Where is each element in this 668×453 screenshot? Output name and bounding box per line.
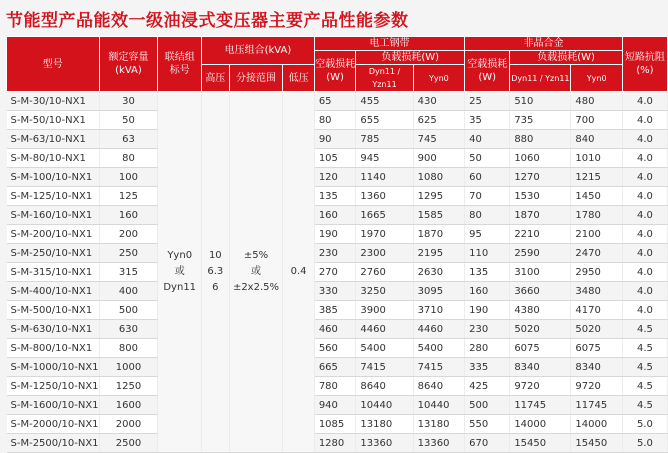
cell-model: S-M-1000/10-NX1 bbox=[7, 358, 100, 377]
header-amorphous-noload bbox=[465, 51, 510, 92]
cell-capacity: 80 bbox=[99, 149, 158, 168]
cell-steel-load-dyn: 8640 bbox=[356, 377, 413, 396]
cell-model: S-M-63/10-NX1 bbox=[7, 130, 100, 149]
cell-amorphous-noload: 280 bbox=[465, 339, 510, 358]
table-row bbox=[7, 339, 668, 358]
cell-impedance: 4.5 bbox=[622, 377, 667, 396]
cell-amorphous-load-dyn: 6075 bbox=[510, 339, 571, 358]
table-header bbox=[7, 37, 668, 92]
cell-amorphous-load-dyn: 3100 bbox=[510, 263, 571, 282]
cell-steel-load-dyn: 455 bbox=[356, 92, 413, 111]
table-row bbox=[7, 111, 668, 130]
table-row bbox=[7, 206, 668, 225]
cell-amorphous-load-yyn: 5020 bbox=[571, 320, 622, 339]
header-steel: 电工钢带 bbox=[314, 37, 464, 51]
cell-amorphous-load-yyn: 480 bbox=[571, 92, 622, 111]
cell-steel-load-yyn: 1080 bbox=[413, 168, 464, 187]
cell-model: S-M-1600/10-NX1 bbox=[7, 396, 100, 415]
cell-amorphous-load-dyn: 11745 bbox=[510, 396, 571, 415]
cell-amorphous-load-yyn: 11745 bbox=[571, 396, 622, 415]
cell-steel-load-yyn: 900 bbox=[413, 149, 464, 168]
cell-amorphous-noload: 500 bbox=[465, 396, 510, 415]
cell-steel-noload: 270 bbox=[314, 263, 356, 282]
header-lv: 低压 bbox=[283, 65, 314, 92]
cell-impedance: 4.0 bbox=[622, 92, 667, 111]
cell-capacity: 630 bbox=[99, 320, 158, 339]
cell-steel-load-dyn: 13180 bbox=[356, 415, 413, 434]
cell-steel-load-yyn: 1295 bbox=[413, 187, 464, 206]
cell-steel-load-dyn: 655 bbox=[356, 111, 413, 130]
header-tap: 分接范围 bbox=[229, 65, 283, 92]
cell-lv-voltage: 0.4 bbox=[283, 92, 314, 453]
cell-steel-noload: 940 bbox=[314, 396, 356, 415]
cell-capacity: 200 bbox=[99, 225, 158, 244]
cell-steel-load-yyn: 745 bbox=[413, 130, 464, 149]
cell-amorphous-load-yyn: 1010 bbox=[571, 149, 622, 168]
cell-steel-noload: 230 bbox=[314, 244, 356, 263]
cell-steel-load-yyn: 3095 bbox=[413, 282, 464, 301]
cell-amorphous-load-yyn: 6075 bbox=[571, 339, 622, 358]
header-capacity-text: 额定容量 (kVA) bbox=[108, 52, 149, 76]
cell-amorphous-load-dyn: 9720 bbox=[510, 377, 571, 396]
table-row bbox=[7, 282, 668, 301]
cell-impedance: 4.0 bbox=[622, 301, 667, 320]
cell-amorphous-load-yyn: 1780 bbox=[571, 206, 622, 225]
cell-amorphous-load-dyn: 4380 bbox=[510, 301, 571, 320]
cell-steel-load-yyn: 5400 bbox=[413, 339, 464, 358]
cell-steel-noload: 120 bbox=[314, 168, 356, 187]
table-row bbox=[7, 358, 668, 377]
header-capacity bbox=[99, 37, 158, 92]
cell-steel-load-dyn: 1665 bbox=[356, 206, 413, 225]
cell-steel-noload: 460 bbox=[314, 320, 356, 339]
cell-steel-load-yyn: 7415 bbox=[413, 358, 464, 377]
cell-amorphous-load-dyn: 880 bbox=[510, 130, 571, 149]
cell-steel-load-dyn: 2300 bbox=[356, 244, 413, 263]
table-row bbox=[7, 92, 668, 111]
cell-steel-load-yyn: 3710 bbox=[413, 301, 464, 320]
cell-amorphous-load-yyn: 1215 bbox=[571, 168, 622, 187]
cell-amorphous-load-yyn: 840 bbox=[571, 130, 622, 149]
cell-model: S-M-315/10-NX1 bbox=[7, 263, 100, 282]
table-row bbox=[7, 168, 668, 187]
cell-model: S-M-250/10-NX1 bbox=[7, 244, 100, 263]
cell-impedance: 4.5 bbox=[622, 339, 667, 358]
cell-amorphous-load-dyn: 1270 bbox=[510, 168, 571, 187]
cell-amorphous-load-dyn: 1060 bbox=[510, 149, 571, 168]
table-row bbox=[7, 301, 668, 320]
cell-amorphous-load-yyn: 3480 bbox=[571, 282, 622, 301]
cell-model: S-M-200/10-NX1 bbox=[7, 225, 100, 244]
cell-capacity: 125 bbox=[99, 187, 158, 206]
table-row bbox=[7, 434, 668, 453]
cell-amorphous-load-yyn: 4170 bbox=[571, 301, 622, 320]
cell-impedance: 4.0 bbox=[622, 225, 667, 244]
cell-amorphous-load-yyn: 15450 bbox=[571, 434, 622, 453]
header-amorphous-load: 负载损耗(W) bbox=[510, 51, 623, 65]
table-row bbox=[7, 225, 668, 244]
table-row bbox=[7, 149, 668, 168]
cell-steel-load-yyn: 430 bbox=[413, 92, 464, 111]
cell-steel-load-yyn: 2195 bbox=[413, 244, 464, 263]
cell-steel-load-yyn: 625 bbox=[413, 111, 464, 130]
cell-steel-noload: 330 bbox=[314, 282, 356, 301]
cell-amorphous-noload: 110 bbox=[465, 244, 510, 263]
cell-impedance: 4.0 bbox=[622, 168, 667, 187]
cell-steel-noload: 190 bbox=[314, 225, 356, 244]
cell-steel-noload: 1280 bbox=[314, 434, 356, 453]
cell-steel-load-dyn: 3250 bbox=[356, 282, 413, 301]
cell-amorphous-noload: 95 bbox=[465, 225, 510, 244]
cell-steel-load-dyn: 4460 bbox=[356, 320, 413, 339]
header-connection-group bbox=[158, 37, 202, 92]
cell-steel-noload: 80 bbox=[314, 111, 356, 130]
cell-amorphous-load-yyn: 2950 bbox=[571, 263, 622, 282]
table-row bbox=[7, 187, 668, 206]
cell-steel-load-dyn: 945 bbox=[356, 149, 413, 168]
cell-amorphous-load-dyn: 1870 bbox=[510, 206, 571, 225]
header-amorphous: 非晶合金 bbox=[465, 37, 623, 51]
table-row bbox=[7, 415, 668, 434]
cell-steel-load-yyn: 13360 bbox=[413, 434, 464, 453]
cell-amorphous-load-dyn: 735 bbox=[510, 111, 571, 130]
cell-amorphous-load-yyn: 700 bbox=[571, 111, 622, 130]
cell-amorphous-noload: 160 bbox=[465, 282, 510, 301]
cell-steel-noload: 160 bbox=[314, 206, 356, 225]
cell-impedance: 4.0 bbox=[622, 282, 667, 301]
cell-amorphous-load-yyn: 2100 bbox=[571, 225, 622, 244]
cell-amorphous-noload: 35 bbox=[465, 111, 510, 130]
cell-amorphous-load-dyn: 2210 bbox=[510, 225, 571, 244]
header-hv: 高压 bbox=[202, 65, 230, 92]
cell-capacity: 800 bbox=[99, 339, 158, 358]
header-steel-yyn: Yyn0 bbox=[413, 65, 464, 92]
cell-steel-load-dyn: 10440 bbox=[356, 396, 413, 415]
cell-model: S-M-80/10-NX1 bbox=[7, 149, 100, 168]
cell-steel-noload: 65 bbox=[314, 92, 356, 111]
cell-amorphous-load-dyn: 14000 bbox=[510, 415, 571, 434]
cell-amorphous-noload: 670 bbox=[465, 434, 510, 453]
cell-impedance: 4.5 bbox=[622, 358, 667, 377]
cell-steel-load-dyn: 3900 bbox=[356, 301, 413, 320]
cell-amorphous-noload: 60 bbox=[465, 168, 510, 187]
cell-impedance: 4.5 bbox=[622, 320, 667, 339]
cell-amorphous-load-yyn: 14000 bbox=[571, 415, 622, 434]
table-row bbox=[7, 244, 668, 263]
header-group-text: 联结组 标号 bbox=[164, 52, 195, 76]
table-row bbox=[7, 263, 668, 282]
cell-amorphous-noload: 40 bbox=[465, 130, 510, 149]
cell-capacity: 500 bbox=[99, 301, 158, 320]
cell-capacity: 63 bbox=[99, 130, 158, 149]
cell-hv-voltage: 10 6.3 6 bbox=[202, 92, 230, 453]
cell-steel-load-dyn: 13360 bbox=[356, 434, 413, 453]
cell-model: S-M-400/10-NX1 bbox=[7, 282, 100, 301]
cell-model: S-M-50/10-NX1 bbox=[7, 111, 100, 130]
cell-model: S-M-500/10-NX1 bbox=[7, 301, 100, 320]
cell-model: S-M-30/10-NX1 bbox=[7, 92, 100, 111]
cell-amorphous-noload: 230 bbox=[465, 320, 510, 339]
page-title: 节能型产品能效一级油浸式变压器主要产品性能参数 bbox=[6, 11, 409, 31]
header-steel-load: 负载损耗(W) bbox=[356, 51, 465, 65]
cell-amorphous-noload: 80 bbox=[465, 206, 510, 225]
cell-model: S-M-630/10-NX1 bbox=[7, 320, 100, 339]
cell-amorphous-load-dyn: 5020 bbox=[510, 320, 571, 339]
cell-amorphous-load-yyn: 8340 bbox=[571, 358, 622, 377]
cell-model: S-M-160/10-NX1 bbox=[7, 206, 100, 225]
header-voltage: 电压组合(kVA) bbox=[202, 37, 315, 65]
cell-capacity: 160 bbox=[99, 206, 158, 225]
cell-amorphous-load-dyn: 2590 bbox=[510, 244, 571, 263]
header-steel-dyn: Dyn11 / Yzn11 bbox=[356, 65, 413, 92]
cell-steel-load-dyn: 5400 bbox=[356, 339, 413, 358]
cell-amorphous-noload: 190 bbox=[465, 301, 510, 320]
cell-amorphous-noload: 135 bbox=[465, 263, 510, 282]
table-row bbox=[7, 130, 668, 149]
cell-amorphous-load-yyn: 9720 bbox=[571, 377, 622, 396]
cell-tap-range: ±5% 或 ±2x2.5% bbox=[229, 92, 283, 453]
cell-steel-noload: 135 bbox=[314, 187, 356, 206]
table-row bbox=[7, 377, 668, 396]
cell-amorphous-load-dyn: 8340 bbox=[510, 358, 571, 377]
cell-steel-noload: 105 bbox=[314, 149, 356, 168]
cell-amorphous-load-yyn: 1450 bbox=[571, 187, 622, 206]
cell-capacity: 100 bbox=[99, 168, 158, 187]
cell-capacity: 1600 bbox=[99, 396, 158, 415]
cell-amorphous-noload: 70 bbox=[465, 187, 510, 206]
cell-capacity: 400 bbox=[99, 282, 158, 301]
cell-capacity: 1000 bbox=[99, 358, 158, 377]
cell-steel-load-yyn: 13180 bbox=[413, 415, 464, 434]
cell-capacity: 315 bbox=[99, 263, 158, 282]
cell-impedance: 4.0 bbox=[622, 130, 667, 149]
header-steel-noload bbox=[314, 51, 356, 92]
cell-steel-load-dyn: 1970 bbox=[356, 225, 413, 244]
cell-steel-load-yyn: 8640 bbox=[413, 377, 464, 396]
cell-steel-noload: 780 bbox=[314, 377, 356, 396]
cell-connection-group: Yyn0 或 Dyn11 bbox=[158, 92, 202, 453]
cell-impedance: 4.0 bbox=[622, 244, 667, 263]
cell-capacity: 250 bbox=[99, 244, 158, 263]
cell-impedance: 4.0 bbox=[622, 206, 667, 225]
cell-steel-load-yyn: 2630 bbox=[413, 263, 464, 282]
header-impedance bbox=[622, 37, 667, 92]
cell-steel-load-dyn: 1360 bbox=[356, 187, 413, 206]
header-model: 型号 bbox=[7, 37, 100, 92]
cell-model: S-M-100/10-NX1 bbox=[7, 168, 100, 187]
cell-amorphous-noload: 25 bbox=[465, 92, 510, 111]
cell-impedance: 4.0 bbox=[622, 149, 667, 168]
cell-amorphous-load-dyn: 3660 bbox=[510, 282, 571, 301]
cell-steel-load-dyn: 2760 bbox=[356, 263, 413, 282]
header-impedance-text: 短路抗阻 (%) bbox=[624, 52, 665, 76]
cell-capacity: 2500 bbox=[99, 434, 158, 453]
cell-steel-load-yyn: 4460 bbox=[413, 320, 464, 339]
header-amorphous-yyn: Yyn0 bbox=[571, 65, 622, 92]
cell-steel-load-dyn: 785 bbox=[356, 130, 413, 149]
header-noload-text-1: 空载损耗 (W) bbox=[315, 59, 356, 83]
cell-amorphous-noload: 425 bbox=[465, 377, 510, 396]
cell-model: S-M-2500/10-NX1 bbox=[7, 434, 100, 453]
cell-amorphous-load-yyn: 2470 bbox=[571, 244, 622, 263]
cell-amorphous-noload: 335 bbox=[465, 358, 510, 377]
cell-steel-load-dyn: 7415 bbox=[356, 358, 413, 377]
cell-amorphous-noload: 50 bbox=[465, 149, 510, 168]
cell-impedance: 5.0 bbox=[622, 434, 667, 453]
cell-amorphous-noload: 550 bbox=[465, 415, 510, 434]
cell-impedance: 5.0 bbox=[622, 415, 667, 434]
cell-capacity: 2000 bbox=[99, 415, 158, 434]
table-row bbox=[7, 320, 668, 339]
cell-steel-noload: 665 bbox=[314, 358, 356, 377]
cell-capacity: 30 bbox=[99, 92, 158, 111]
header-noload-text-2: 空载损耗 (W) bbox=[467, 59, 508, 83]
cell-steel-load-dyn: 1140 bbox=[356, 168, 413, 187]
cell-impedance: 4.0 bbox=[622, 111, 667, 130]
table-body bbox=[7, 92, 668, 453]
cell-impedance: 4.0 bbox=[622, 187, 667, 206]
transformer-spec-table bbox=[6, 36, 668, 453]
cell-impedance: 4.0 bbox=[622, 263, 667, 282]
cell-steel-noload: 90 bbox=[314, 130, 356, 149]
cell-model: S-M-2000/10-NX1 bbox=[7, 415, 100, 434]
cell-capacity: 50 bbox=[99, 111, 158, 130]
cell-impedance: 4.5 bbox=[622, 396, 667, 415]
cell-steel-load-yyn: 1870 bbox=[413, 225, 464, 244]
cell-model: S-M-800/10-NX1 bbox=[7, 339, 100, 358]
cell-steel-noload: 1085 bbox=[314, 415, 356, 434]
header-amorphous-dyn: Dyn11 / Yzn11 bbox=[510, 65, 571, 92]
cell-steel-noload: 560 bbox=[314, 339, 356, 358]
cell-model: S-M-125/10-NX1 bbox=[7, 187, 100, 206]
cell-steel-load-yyn: 10440 bbox=[413, 396, 464, 415]
cell-steel-noload: 385 bbox=[314, 301, 356, 320]
cell-steel-load-yyn: 1585 bbox=[413, 206, 464, 225]
cell-amorphous-load-dyn: 510 bbox=[510, 92, 571, 111]
cell-amorphous-load-dyn: 1530 bbox=[510, 187, 571, 206]
table-row bbox=[7, 396, 668, 415]
cell-amorphous-load-dyn: 15450 bbox=[510, 434, 571, 453]
cell-capacity: 1250 bbox=[99, 377, 158, 396]
cell-model: S-M-1250/10-NX1 bbox=[7, 377, 100, 396]
